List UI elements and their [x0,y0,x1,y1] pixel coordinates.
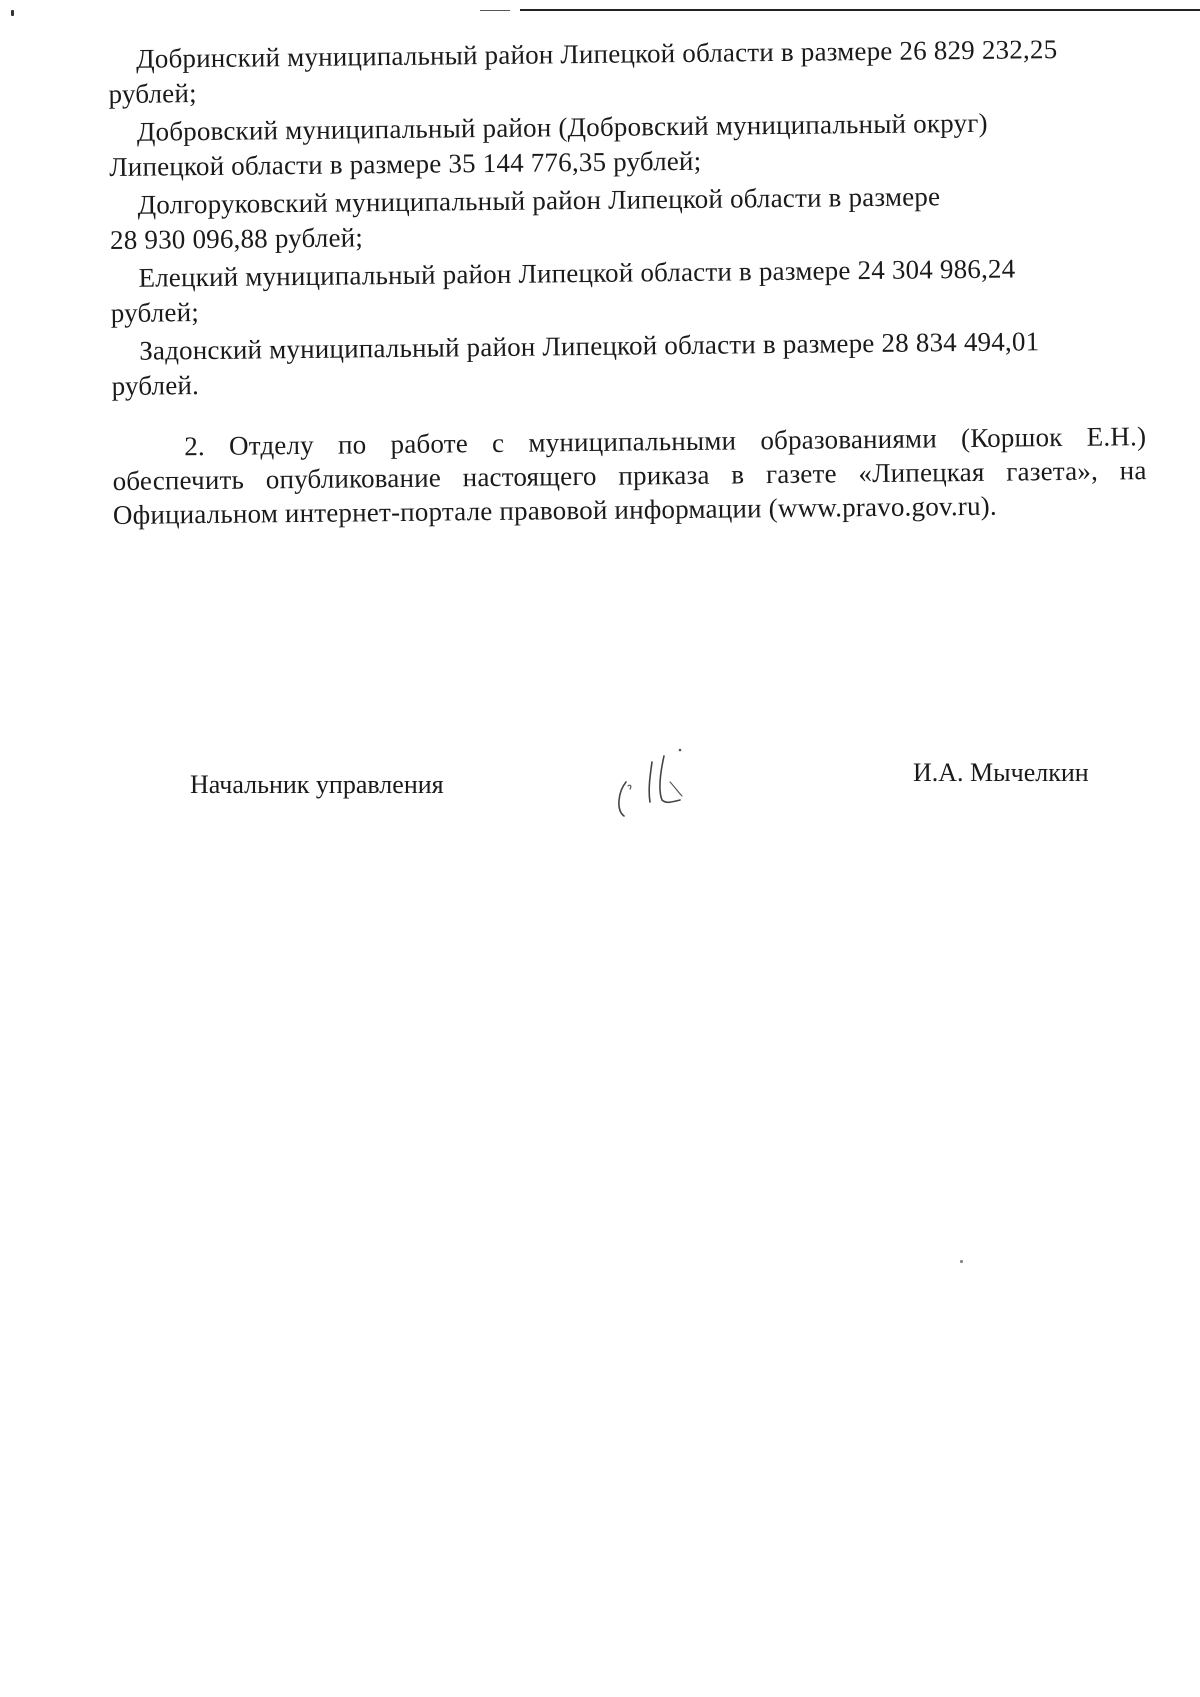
entry-continuation: Липецкой области в размере 35 144 776,35 рублей; [109,145,702,182]
entry-line: Добровский муниципальный район (Добровский муниципальный округ) [136,107,988,147]
handwritten-signature-icon [608,740,728,830]
entry-line: Задонский муниципальный район Липецкой области в размере 28 834 494,01 [139,326,1040,366]
signatory-name: И.А. Мычелкин [913,758,1089,787]
scan-speck [11,10,14,16]
scan-border-line [520,9,1200,11]
district-entry [111,323,1146,404]
signatory-position: Начальник управления [190,770,444,799]
district-entry [110,177,1145,258]
scan-speck [960,1260,963,1263]
district-entry [109,104,1144,185]
entry-continuation: рублей. [111,370,200,401]
publication-paragraph: 2. Отделу по работе с муниципальными образованиями (Коршок Е.Н.) обеспечить опубликование настоящего приказа в газете «Липецкая газета», на Официальном интернет-портале правовой информации (www.pravo.gov.ru). [112,421,1147,530]
document-body [108,31,1147,532]
district-entry [110,250,1145,331]
district-entry [108,31,1143,112]
signature-block [0,756,1200,836]
entry-line: Добринский муниципальный район Липецкой области в размере 26 829 232,25 [136,34,1058,74]
entry-continuation: 28 930 096,88 рублей; [109,222,364,255]
entry-continuation: рублей; [108,78,197,109]
entry-line: Долгоруковский муниципальный район Липецкой области в размере [137,181,941,220]
entry-line: Елецкий муниципальный район Липецкой области в размере 24 304 986,24 [138,253,1016,293]
scan-border-dash [480,10,510,11]
entry-continuation: рублей; [110,297,200,328]
